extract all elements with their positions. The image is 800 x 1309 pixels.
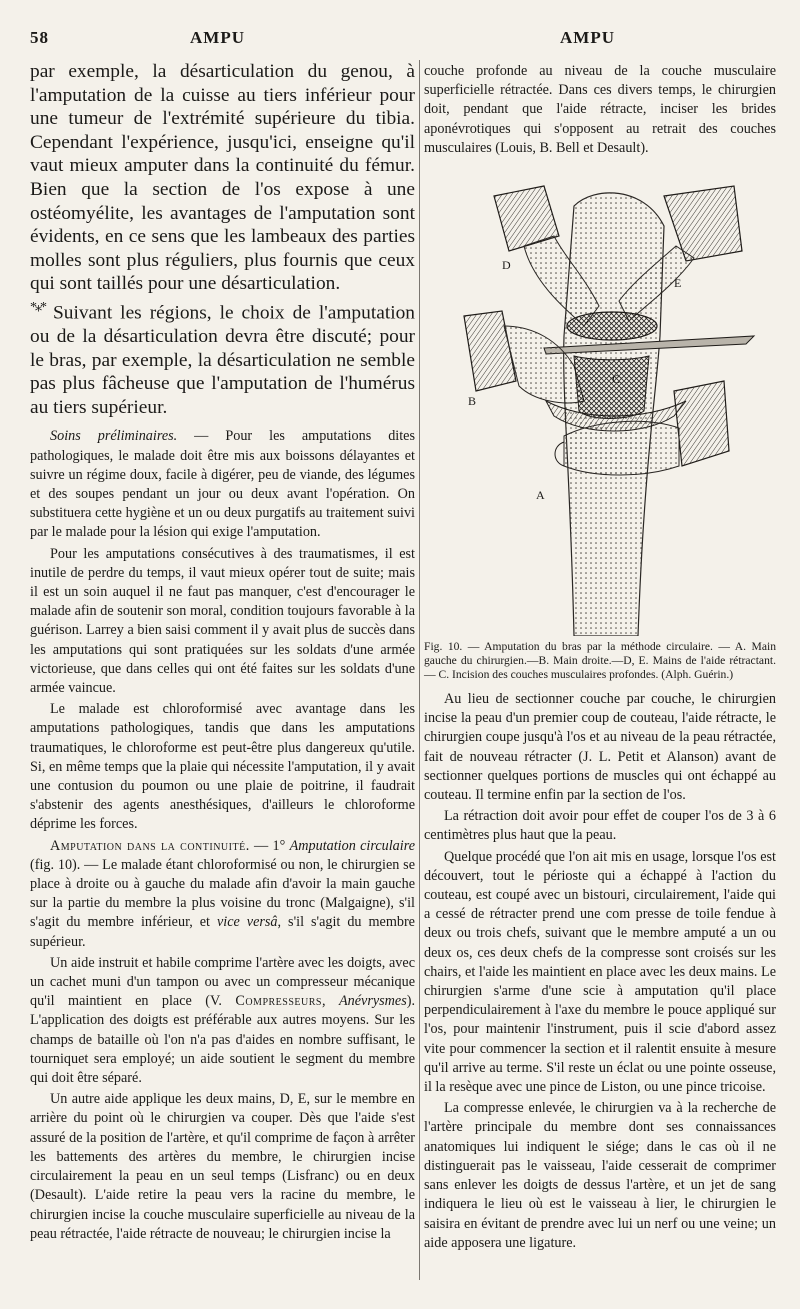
engraving-illustration (424, 166, 776, 636)
paragraph: Un autre aide applique les deux mains, D, E, sur le membre en arrière du point où le chirurgien va couper. Dès que l'aide s'est assuré de la position de l'artère, et qu'il comprime de façon à arrêter les battements des artères du membre, le chirurgien incise circulairement la peau en un seul temps (Lisfranc) ou en deux (Desault). L'aide retire la peau vers la racine du membre, le chirurgien incise la couche musculaire superficielle au niveau de la peau rétractée, l'aide rétracte de nouveau; le chirurgien incise la (30, 1091, 415, 1242)
running-title-left: AMPU (190, 28, 245, 47)
paragraph: Quelque procédé que l'on ait mis en usage, lorsque l'os est découvert, tout le périoste qui a échappé à l'action du couteau, est coupé avec un bistouri, circulairement, l'aide qui a cessé de rétracter prend une com presse de toile fendue à deux ou trois chefs, suivant que le membre amputé a un ou deux os, ces deux chefs de la compresse sont croisés sur les chairs, et l'aide les maintient en place avec les deux mains. Le chirurgien s'arme d'une scie à amputation qu'il place perpendiculairement à l'axe du membre le pouce appliqué sur l'os, pour maintenir l'instrument, puis il scie d'abord assez vite pour commencer la section et il ralentit ensuite à mesure qu'il arrive au terme. S'il reste un éclat ou une pointe osseuse, il la resèque avec une pince de Liston, ou une pince tricoise. (424, 848, 776, 1096)
paragraph: Soins préliminaires. — Pour les amputations dites pathologiques, le malade doit être mis aux boissons délayantes et suivre un régime doux, facile à digérer, peu de viande, des légumes et des soupes pendant un jour ou deux avant l'opération. On substituera cette hygiène et un ou deux purgatifs au traitement suivi par le malade pour la lésion qui exige l'amputation. (30, 428, 415, 541)
paragraph: Amputation dans la continuité. — 1° Amputation circulaire (fig. 10). — Le malade étant chloroformisé ou non, le chirurgien se place à droite ou à gauche du malade afin d'avoir la main gauche sur la partie du membre la plus voisine du tronc (Malgaigne), s'il s'agit du membre inférieur, et vice versâ, s'il s'agit du membre supérieur. (30, 837, 415, 950)
figure-label-c: C (612, 372, 621, 387)
paragraph: Pour les amputations consécutives à des traumatismes, il est inutile de perdre du temps, il vaut mieux opérer tout de suite; mais il est un soin auquel il ne faut pas manquer, c'est d'encourager le malade afin de soutenir son moral, condition toujours favorable à la guérison. Larrey a bien saisi comment il y avait plus de succès dans les amputations qui sont pratiquées sur les soldats d'une armée victorieuse, que dans celles qui ont été faites sur les soldats d'une armée vaincue. (30, 545, 415, 697)
left-column (30, 60, 415, 1244)
figure-label-a: A (536, 488, 545, 503)
figure-label-e: E (674, 276, 682, 291)
small-type-section (30, 427, 415, 1244)
paragraph: La compresse enlevée, le chirurgien va à la recherche de l'artère principale du membre dont ses connaissances anatomiques lui indiquent le siége; dans le cas où il ne distinguerait pas le vaisseau, l'aide cesserait de comprimer sans enlever les doigts de dessus l'artère, et un jet de sang indiquera le lieu où est le vaisseau à lier, le chirurgien le saisira en évitant de prendre avec lui un nerf ou une veine; un aide apposera une ligature. (424, 1100, 776, 1251)
column-divider (419, 60, 420, 1280)
figure-label-b: B (468, 394, 477, 409)
right-column (424, 60, 776, 1253)
asterism-mark: *⁎* (30, 299, 45, 315)
paragraph: La rétraction doit avoir pour effet de couper l'os de 3 à 6 centimètres plus haut que la peau. (424, 808, 776, 844)
running-title-right: AMPU (560, 28, 615, 47)
section-heading: Amputation dans la continuité. (50, 837, 250, 854)
figure-caption: Fig. 10. — Amputation du bras par la méthode circulaire. — A. Main gauche du chirurgien.—B. Main droite.—D, E. Mains de l'aide rétractant. — C. Incision des couches musculaires profondes. (Alph. Guérin.) (424, 640, 776, 682)
page-number: 58 (30, 28, 49, 47)
large-type-section (30, 60, 415, 419)
paragraph: par exemple, la désarticulation du genou, à l'amputation de la cuisse au tiers inférieur pour une tumeur de l'extrémité supérieure du tibia. Cependant l'expérience, jusqu'ici, enseigne qu'il vaut mieux amputer dans la continuité du fémur. Bien que la section de l'os expose à une ostéomyélite, les avantages de l'amputation sont évidents, en ce sens que les lambeaux des parties molles sont plus réguliers, plus fournis que ceux qui sont taillés pour une désarticulation. (30, 61, 415, 295)
running-head (0, 28, 800, 52)
section-heading: Soins préliminaires. (50, 428, 178, 445)
paragraph: Au lieu de sectionner couche par couche, le chirurgien incise la peau d'un premier coup de couteau, l'aide rétracte, le chirurgien coupe jusqu'à l'os et au niveau de la peau rétractée, fait de nouveau rétracter (J. L. Petit et Alanson) avant de sectionner quelques portions de muscles qui ont échappé au couteau. Il termine enfin par la section de l'os. (424, 691, 776, 804)
paragraph: couche profonde au niveau de la couche musculaire superficielle rétractée. Dans ces divers temps, le chirurgien doit, pendant que l'aide rétracte, inciser les brides aponévrotiques qui s'opposent au retrait des couches musculaires (Louis, B. Bell et Desault). (424, 63, 776, 156)
paragraph: Un aide instruit et habile comprime l'artère avec les doigts, avec un cachet muni d'un tampon ou avec un compresseur mécanique qu'il maintient en place (V. Compresseurs, Anévrysmes). L'application des doigts est préférable aux autres moyens. Sur les champs de bataille où l'on n'a pas d'aides en nombre suffisant, le tourniquet sera employé; un aide soutient le segment du membre qui doit être séparé. (30, 954, 416, 1087)
paragraph: Le malade est chloroformisé avec avantage dans les amputations pathologiques, tandis que dans les amputations traumatiques, le chloroforme est peut-être plus dangereux qu'utile. Si, en même temps que la plaie qui nécessite l'amputation, il y avait une contusion du poumon ou une plaie de poitrine, il faudrait s'abstenir des agents anesthésiques, d'ailleurs le chloroforme déprime les forces. (30, 701, 415, 833)
paragraph: *⁎* Suivant les régions, le choix de l'amputation ou de la désarticulation devra être discuté; pour le bras, par exemple, la désarticulation ne semble pas plus fâcheuse que l'amputation de l'humérus au tiers supérieur. (30, 299, 415, 418)
figure-label-d: D (502, 258, 511, 273)
figure-amputation-illustration (424, 166, 776, 636)
